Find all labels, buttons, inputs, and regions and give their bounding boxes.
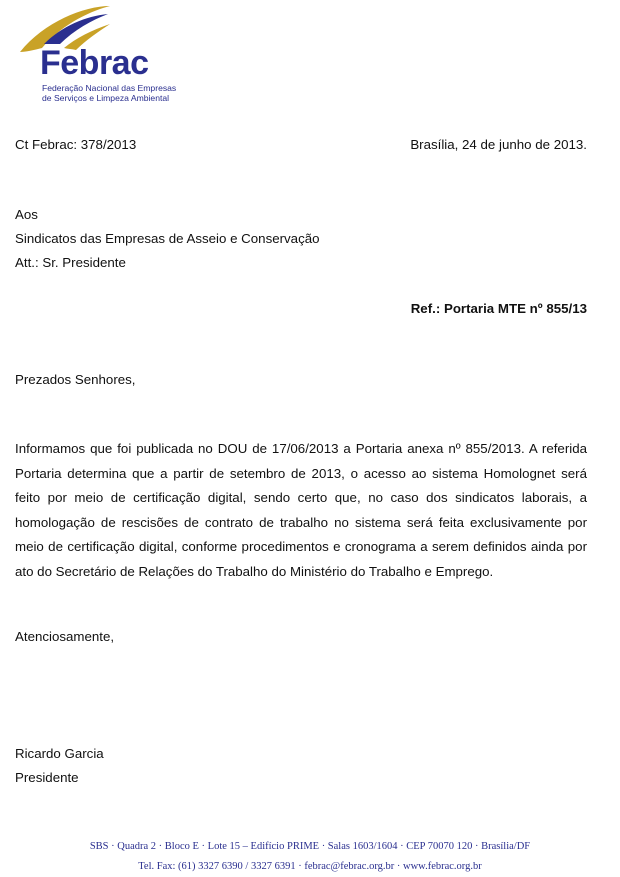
febrac-logo bbox=[14, 4, 194, 104]
signatory-title: Presidente bbox=[15, 770, 79, 785]
letter-body: Informamos que foi publicada no DOU de 17/06/2013 a Portaria anexa nº 855/2013. A referida Portaria determina que a partir de setembro de 2013, o acesso ao sistema Homolognet será feito por meio de certificação digital, sendo certo que, no caso dos sindicatos laborais, a homologação de rescisões de contrato de trabalho no sistema será feita exclusivamente por meio de certificação digital, conforme procedimentos e cronograma a serem definidos ainda por ato do Secretário de Relações do Trabalho do Ministério do Trabalho e Emprego. bbox=[15, 441, 587, 579]
closing: Atenciosamente, bbox=[15, 629, 115, 644]
recipient-line-3: Att.: Sr. Presidente bbox=[15, 255, 126, 270]
letter-reference: Ct Febrac: 378/2013 bbox=[15, 137, 137, 152]
signatory-name: Ricardo Garcia bbox=[15, 746, 104, 761]
logo-subtitle-line2: de Serviços e Limpeza Ambiental bbox=[42, 93, 170, 103]
logo-brand: Febrac bbox=[40, 44, 149, 82]
logo-subtitle-line1: Federação Nacional das Empresas bbox=[42, 83, 177, 93]
footer-contact: Tel. Fax: (61) 3327 6390 / 3327 6391 · febrac@febrac.org.br · www.febrac.org.br bbox=[138, 861, 482, 872]
logo-subtitle bbox=[42, 83, 176, 103]
recipient-line-1: Aos bbox=[15, 207, 38, 222]
recipient-line-2: Sindicatos das Empresas de Asseio e Conservação bbox=[15, 231, 320, 246]
subject-reference: Ref.: Portaria MTE nº 855/13 bbox=[410, 301, 587, 316]
footer-address: SBS · Quadra 2 · Bloco E · Lote 15 – Edifício PRIME · Salas 1603/1604 · CEP 70070 120 · Brasília/DF bbox=[89, 841, 531, 852]
salutation: Prezados Senhores, bbox=[15, 372, 136, 387]
letter-date: Brasília, 24 de junho de 2013. bbox=[410, 137, 587, 152]
